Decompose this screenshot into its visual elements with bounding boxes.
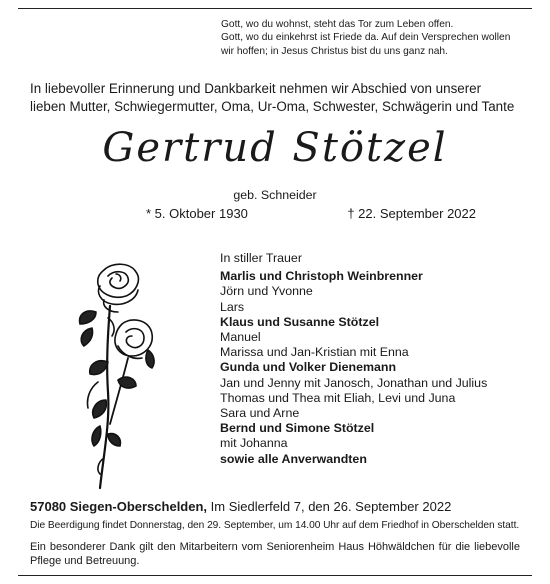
verse-line: wir hoffen; in Jesus Christus bist du uns ganz nah.: [221, 45, 448, 57]
thanks-note: Ein besonderer Dank gilt den Mitarbeitern vom Seniorenheim Haus Höhwäldchen für die liebevolle Pflege und Betreuung.: [30, 541, 520, 567]
rose-illustration: [78, 262, 160, 490]
intro-line: lieben Mutter, Schwiegermutter, Oma, Ur-Oma, Schwester, Schwägerin und Tante: [30, 98, 515, 114]
address-and-date: Im Siedlerfeld 7, den 26. September 2022: [207, 499, 452, 514]
mourner-line: Manuel: [220, 330, 261, 345]
mourner-line: Jörn und Yvonne: [220, 284, 313, 299]
mourner-line: mit Johanna: [220, 436, 288, 451]
mourner-family-head: Klaus und Susanne Stötzel: [220, 314, 380, 329]
verse-line: Gott, wo du einkehrst ist Friede da. Auf dein Versprechen wollen: [221, 32, 511, 44]
funeral-notice: Die Beerdigung findet Donnerstag, den 29. September, um 14.00 Uhr auf dem Friedhof in Oberschelden statt.: [30, 520, 520, 531]
birth-date: * 5. Oktober 1930: [146, 206, 248, 221]
mourners-list: [220, 251, 540, 467]
mourner-line: In stiller Trauer: [220, 251, 302, 265]
place-name: 57080 Siegen-Oberschelden,: [30, 499, 208, 514]
top-border-rule: [18, 8, 532, 9]
mourner-line: Marissa und Jan-Kristian mit Enna: [220, 345, 409, 360]
mourner-family-head: Gunda und Volker Dienemann: [220, 360, 397, 375]
mourner-line: Lars: [220, 299, 245, 314]
verse-line: Gott, wo du wohnst, steht das Tor zum Leben offen.: [221, 19, 454, 30]
life-dates: [146, 206, 476, 221]
mourner-line: Sara und Arne: [220, 406, 300, 421]
mourner-line: Jan und Jenny mit Janosch, Jonathan und Julius: [220, 375, 488, 390]
maiden-name: geb. Schneider: [233, 188, 317, 202]
mourner-line: Thomas und Thea mit Eliah, Levi und Juna: [220, 390, 456, 405]
place-and-date: [30, 499, 540, 514]
bottom-border-rule: [18, 575, 532, 576]
mourner-family-head: Marlis und Christoph Weinbrenner: [220, 269, 423, 284]
death-date: † 22. September 2022: [347, 206, 476, 221]
mourner-family-head: sowie alle Anverwandten: [220, 451, 367, 466]
mourner-family-head: Bernd und Simone Stötzel: [220, 421, 375, 436]
deceased-name: Gertrud Stötzel: [102, 125, 448, 171]
intro-text: [30, 80, 530, 115]
bible-verse: [221, 18, 541, 58]
intro-line: In liebevoller Erinnerung und Dankbarkeit nehmen wir Abschied von unserer: [30, 81, 482, 96]
